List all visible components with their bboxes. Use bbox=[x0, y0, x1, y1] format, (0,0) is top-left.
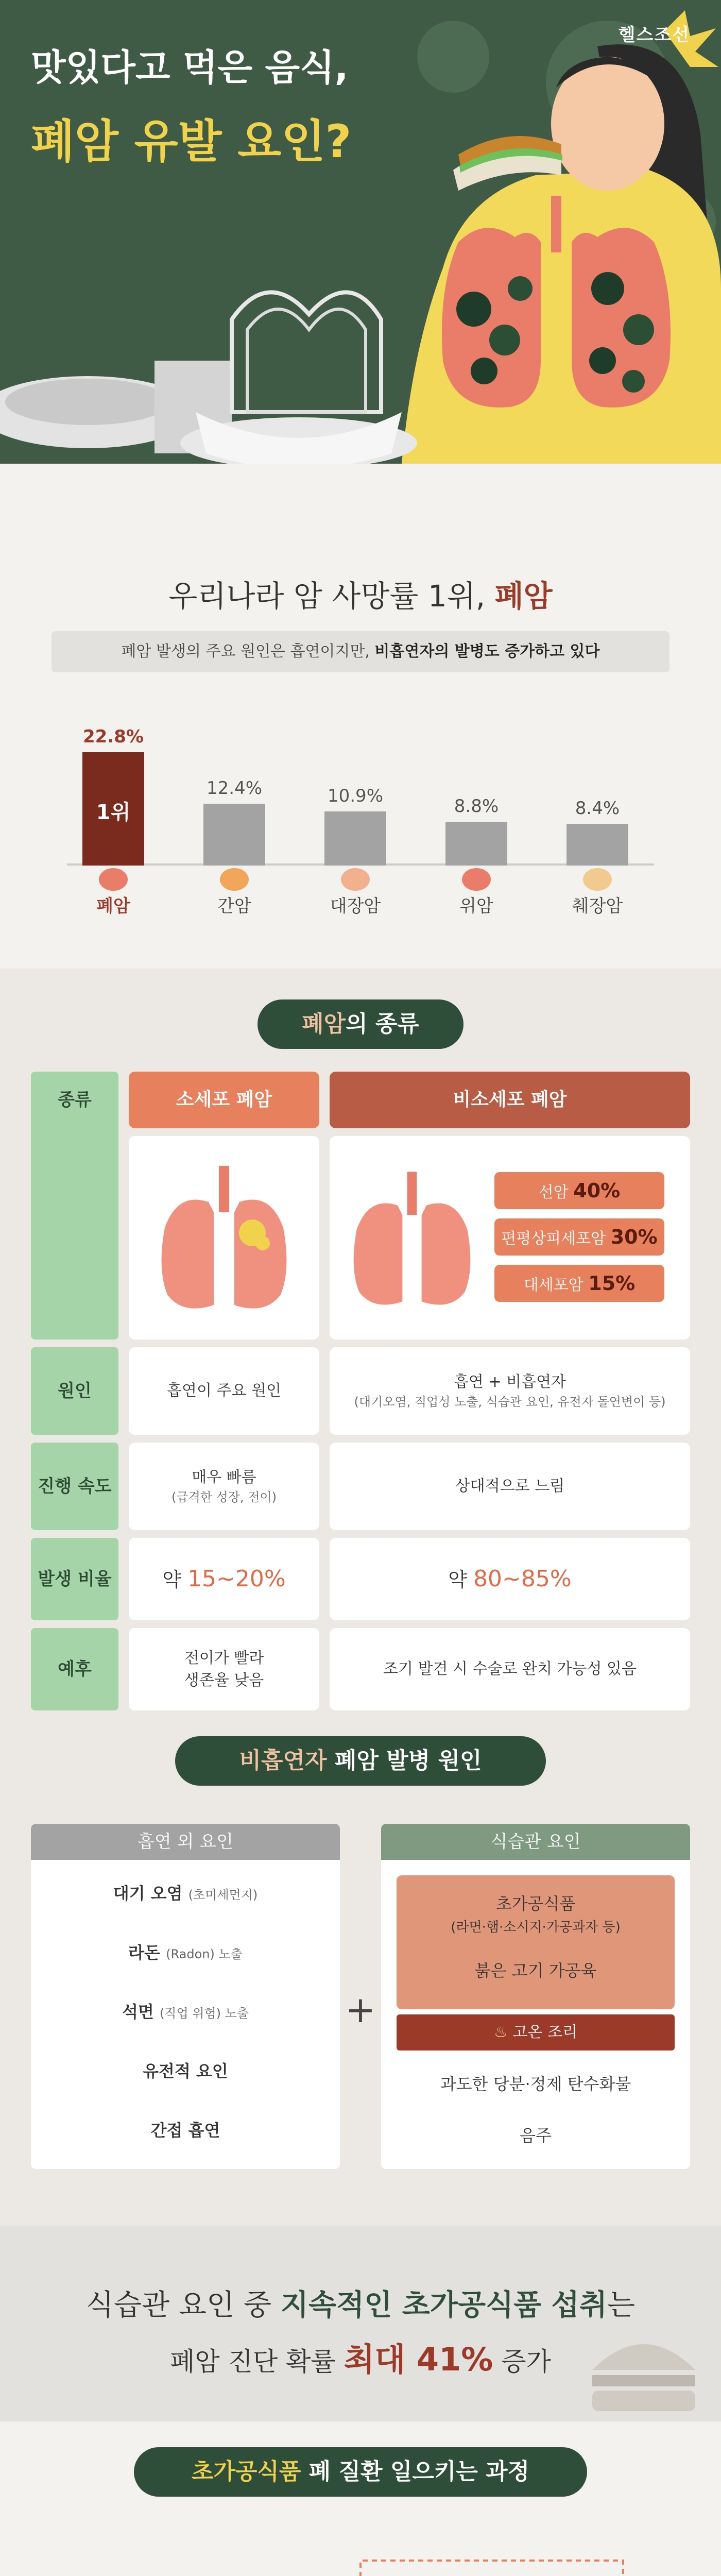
intro-heading bbox=[0, 572, 721, 615]
cause-secondhand-smoke bbox=[31, 2117, 340, 2141]
bar-fill bbox=[566, 824, 628, 866]
category-label: 폐암 bbox=[96, 896, 130, 917]
brand-logo: 헬스조선 bbox=[618, 25, 690, 45]
bar-fill bbox=[445, 822, 507, 866]
right-cause-header: 식습관 요인 bbox=[381, 1824, 690, 1860]
cause-main: 간접 흡연 bbox=[150, 2121, 220, 2140]
mortality-bar-chart bbox=[67, 726, 654, 917]
cause-sub: (Radon) 노출 bbox=[166, 1947, 243, 1961]
intro-pill-bold: 비흡연자의 발병도 증가하고 있다 bbox=[374, 642, 600, 660]
causes-title-accent: 비흡연자 bbox=[239, 1748, 327, 1774]
rank-label: 1위 bbox=[96, 801, 131, 824]
non-small-cell-prognosis: 조기 발견 시 수술로 완치 가능성 있음 bbox=[330, 1628, 690, 1710]
stat-line1 bbox=[0, 2282, 721, 2324]
rate-prefix: 약 bbox=[448, 1568, 474, 1591]
process-arrows bbox=[0, 2421, 721, 2576]
intro-pill bbox=[52, 631, 670, 672]
subtype-squamous bbox=[494, 1218, 664, 1256]
cause-radon bbox=[31, 1940, 340, 1963]
plus-sign: + bbox=[345, 1989, 376, 2031]
subtype-name: 대세포암 bbox=[523, 1276, 589, 1294]
prognosis-line1: 전이가 빨라 bbox=[184, 1649, 264, 1667]
category-label: 간암 bbox=[217, 896, 251, 917]
causes-title bbox=[175, 1736, 546, 1786]
cause-main: 석면 bbox=[122, 2002, 160, 2022]
bar-2 bbox=[203, 778, 265, 866]
category-label: 대장암 bbox=[330, 896, 381, 917]
bar-4 bbox=[445, 796, 507, 866]
fire-icon: ♨ bbox=[494, 2023, 508, 2041]
cause-alcohol: 음주 bbox=[520, 2126, 552, 2145]
lung-small-cell-icon bbox=[147, 1156, 301, 1320]
bar-value-label: 10.9% bbox=[327, 785, 383, 806]
subtype-adenocarcinoma bbox=[494, 1172, 664, 1209]
header-non-small-cell: 비소세포 폐암 bbox=[330, 1072, 690, 1128]
hero-section bbox=[0, 0, 721, 464]
left-cause-header: 흡연 외 요인 bbox=[31, 1824, 340, 1860]
food-main: 초가공식품 bbox=[495, 1894, 576, 1913]
bar-value-label: 12.4% bbox=[206, 778, 262, 799]
hero-title-line1: 맛있다고 먹은 음식, bbox=[31, 46, 349, 89]
stat-l2-bold: 최대 41% bbox=[344, 2341, 493, 2378]
food-meat: 붉은 고기 가공육 bbox=[474, 1961, 597, 1980]
bar-fill bbox=[324, 811, 386, 866]
row-label-type: 종류 bbox=[31, 1072, 118, 1340]
rate-value: 80~85% bbox=[473, 1566, 572, 1592]
cause-main: 흡연 + 비흡연자 bbox=[453, 1372, 566, 1391]
organ-icon bbox=[579, 863, 615, 894]
rate-prefix: 약 bbox=[162, 1568, 188, 1591]
cause-asbestos bbox=[31, 1999, 340, 2023]
subtype-large-cell bbox=[494, 1265, 664, 1302]
category-label: 췌장암 bbox=[572, 896, 623, 917]
small-cell-illustration-cell bbox=[129, 1136, 319, 1340]
organ-icon bbox=[458, 863, 494, 894]
stat-l2-suffix: 증가 bbox=[493, 2347, 551, 2377]
cause-sub: (직업 위험) 노출 bbox=[159, 2006, 249, 2021]
small-cell-cause: 흡연이 주요 원인 bbox=[129, 1347, 319, 1435]
bar-value-label: 8.4% bbox=[575, 798, 620, 819]
cause-main: 대기 오염 bbox=[113, 1884, 188, 1903]
row-label-rate: 발생 비율 bbox=[31, 1538, 118, 1620]
stat-l2-prefix: 폐암 진단 확률 bbox=[170, 2347, 344, 2377]
intro-pill-prefix: 폐암 발생의 주요 원인은 흡연이지만, bbox=[121, 642, 375, 660]
types-title-rest: 의 종류 bbox=[346, 1011, 419, 1037]
right-cause-box bbox=[381, 1860, 690, 2169]
row-label-speed: 진행 속도 bbox=[31, 1443, 118, 1530]
bar-value-label: 8.8% bbox=[454, 796, 499, 817]
cause-main: 유전적 요인 bbox=[143, 2061, 228, 2081]
non-small-cell-speed: 상대적으로 느림 bbox=[330, 1443, 690, 1530]
small-cell-prognosis bbox=[129, 1628, 319, 1710]
cancer-types-section bbox=[0, 969, 721, 1721]
organ-icon bbox=[216, 863, 252, 894]
high-temp-cooking bbox=[397, 2014, 675, 2050]
stat-line2 bbox=[0, 2334, 721, 2380]
intro-heading-prefix: 우리나라 암 사망률 1위, bbox=[168, 579, 495, 614]
bar-value-label: 22.8% bbox=[83, 726, 144, 747]
subtype-name: 편평상피세포암 bbox=[501, 1230, 611, 1248]
fire-label: 고온 조리 bbox=[512, 2023, 577, 2041]
cause-sub: (초미세먼지) bbox=[188, 1888, 258, 1902]
cause-sugar: 과도한 당분·정제 탄수화물 bbox=[440, 2074, 631, 2094]
processed-food-highlight bbox=[397, 1875, 675, 2009]
intro-section bbox=[0, 464, 721, 969]
category-label: 위암 bbox=[459, 896, 493, 917]
causes-title-rest: 폐암 발병 원인 bbox=[327, 1748, 482, 1774]
cause-main: 라돈 bbox=[128, 1943, 166, 1962]
speed-main: 매우 빠름 bbox=[192, 1468, 256, 1486]
non-small-cell-cause bbox=[330, 1347, 690, 1435]
cause-sub: (대기오염, 직업성 노출, 식습관 요인, 유전자 돌연변이 등) bbox=[354, 1395, 666, 1410]
nonsmoker-causes-section bbox=[0, 1721, 721, 2226]
process-title-rest: 폐 질환 일으키는 과정 bbox=[301, 2459, 530, 2485]
bar-1 bbox=[82, 726, 144, 866]
small-cell-rate bbox=[129, 1538, 319, 1620]
row-label-cause: 원인 bbox=[31, 1347, 118, 1435]
stat-section bbox=[0, 2226, 721, 2421]
rate-value: 15~20% bbox=[187, 1566, 286, 1592]
prognosis-line2: 생존율 낮음 bbox=[184, 1671, 264, 1689]
speed-sub: (급격한 성장, 전이) bbox=[171, 1490, 277, 1505]
small-cell-speed bbox=[129, 1443, 319, 1530]
header-small-cell: 소세포 폐암 bbox=[129, 1072, 319, 1128]
types-title-accent: 폐암 bbox=[302, 1011, 346, 1037]
subtype-name: 선암 bbox=[538, 1183, 574, 1201]
row-label-prognosis: 예후 bbox=[31, 1628, 118, 1710]
process-section bbox=[0, 2421, 721, 2576]
bar-3 bbox=[324, 785, 386, 866]
cause-air-pollution bbox=[31, 1880, 340, 1904]
process-title-accent: 초가공식품 bbox=[191, 2459, 301, 2485]
subtype-pct: 40% bbox=[573, 1179, 621, 1202]
bar-5 bbox=[566, 798, 628, 866]
types-title bbox=[258, 999, 464, 1049]
hero-title-line2: 폐암 유발 요인? bbox=[31, 115, 352, 168]
organ-icon bbox=[337, 863, 373, 894]
stat-l1-suffix: 는 bbox=[607, 2289, 636, 2322]
subtype-pct: 15% bbox=[588, 1272, 636, 1295]
stat-l1-bold: 지속적인 초가공식품 섭취 bbox=[280, 2289, 607, 2322]
intro-heading-accent: 폐암 bbox=[494, 579, 553, 614]
food-sub: (라면·햄·소시지·가공과자 등) bbox=[451, 1920, 621, 1935]
left-cause-box bbox=[31, 1860, 340, 2169]
lung-non-small-cell-icon bbox=[340, 1157, 484, 1321]
organ-icon bbox=[95, 863, 131, 894]
bar-fill bbox=[203, 804, 265, 866]
stat-l1-prefix: 식습관 요인 중 bbox=[85, 2289, 281, 2322]
cause-genetic bbox=[31, 2058, 340, 2082]
subtype-pct: 30% bbox=[610, 1226, 658, 1248]
non-small-cell-rate bbox=[330, 1538, 690, 1620]
